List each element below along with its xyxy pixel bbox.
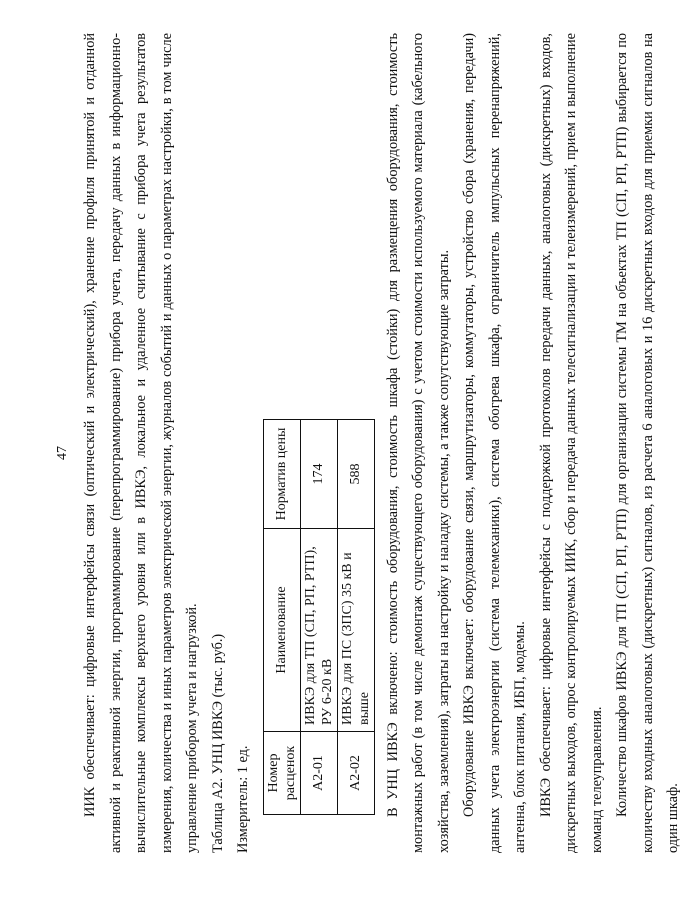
page-number: 47 (55, 445, 70, 460)
table-row (300, 419, 337, 814)
cell-code: А2-02 (337, 731, 374, 814)
table-header-row (263, 419, 300, 814)
paragraph-equipment: Оборудование ИВКЭ включает: оборудование связи, маршрутизаторы, коммутаторы, устройство сбора (хранения, передачи) данных учета электроэнергии (система телемеханики), система обогрева шкафа, ограничитель импульсных перенапряжений, антенна, блок питания, ИБП, модемы. (461, 32, 528, 853)
table-caption: Таблица А2. УНЦ ИВКЭ (тыс. руб.) (209, 633, 226, 853)
cell-code: А2-01 (300, 731, 337, 814)
rotated-document-page (40, 23, 681, 883)
header-name: Наименование (263, 528, 300, 731)
measure-caption: Измеритель: 1 ед. (235, 745, 251, 853)
paragraph-cabinet-count: Количество шкафов ИВКЭ для ТП (СП, РП, РТП) для организации системы ТМ на объектах ТП (СП, РП, РТП) выбирается по количеству входных аналоговых (дискретных) сигналов, из расчета 6 аналоговых и 16 дискретных входов для приемки сигналов на один шкаф. (614, 32, 681, 853)
cell-price: 588 (337, 419, 374, 528)
paragraph-unc-includes: В УНЦ ИВКЭ включено: стоимость оборудования, стоимость шкафа (стойки) для размещения оборудования, стоимость монтажных работ (в том числе демонтаж существующего оборудования) с учетом стоимости используемого материала (кабельного хозяйства, заземления), затраты на настройку и наладку системы, а также сопутствующие затраты. (384, 32, 452, 853)
price-table (263, 419, 375, 815)
header-price: Норматив цены (263, 419, 300, 528)
header-code: Номер расценок (263, 731, 300, 814)
page-content (78, 33, 687, 853)
cell-price: 174 (300, 419, 337, 528)
cell-name: ИВКЭ для ПС (ЗПС) 35 кВ и выше (337, 528, 374, 731)
cell-name: ИВКЭ для ТП (СП, РП, РТП), РУ 6-20 кВ (300, 528, 337, 731)
paragraph-iik-functions: ИИК обеспечивает: цифровые интерфейсы связи (оптический и электрический), хранение профиля принятой и отданной активной и реактивной энергии, программирование (перепрограммирование) прибора учета, передачу данных в информационно-вычислительные комплексы верхнего уровня или в ИВКЭ, локальное и удаленное считывание с прибора учета результатов измерения, количества и иных параметров электрической энергии, журналов событий и данных о параметрах настройки, в том числе управление прибором учета и нагрузкой. (82, 32, 200, 853)
paragraph-ivke-functions: ИВКЭ обеспечивает: цифровые интерфейсы с поддержкой протоколов передачи данных, аналоговых (дискретных) входов, дискретных выходов, опрос контролируемых ИИК, сбор и передача данных телесигнализации и телеизмерений, прием и выполнение команд телеуправления. (537, 32, 605, 853)
table-row (337, 419, 374, 814)
